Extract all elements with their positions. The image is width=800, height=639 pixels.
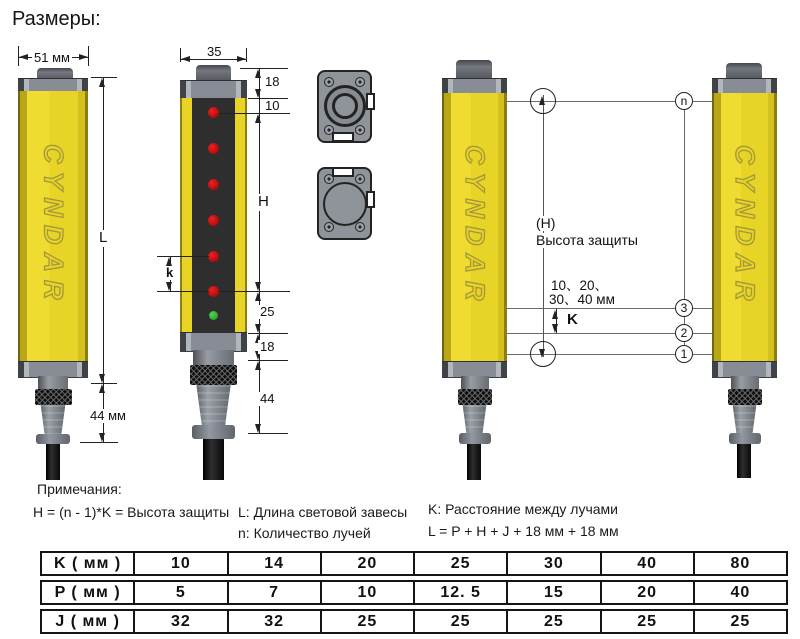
dim-line bbox=[80, 442, 118, 443]
tower4-top-connector bbox=[726, 63, 762, 79]
tower3-connector-body bbox=[461, 405, 488, 433]
page-title: Размеры: bbox=[12, 8, 101, 30]
tower4-housing bbox=[712, 93, 777, 361]
tower1-housing bbox=[18, 91, 88, 361]
dim-line bbox=[246, 48, 247, 62]
dim-arrow bbox=[552, 324, 558, 333]
dim-label-k: K bbox=[567, 311, 578, 328]
table-row-label: K ( мм ) bbox=[54, 554, 122, 572]
table-cell: 25 bbox=[506, 611, 599, 632]
table-cell: 40 bbox=[693, 582, 786, 603]
beam-number: n bbox=[680, 94, 688, 108]
dim-arrow bbox=[99, 374, 105, 383]
bracket-notch bbox=[366, 191, 375, 208]
dim-label-width: 35 bbox=[207, 44, 222, 59]
tower3-connector-flange bbox=[459, 433, 491, 444]
note-formula-l: L = P + H + J + 18 мм + 18 мм bbox=[428, 523, 619, 539]
bracket-notch bbox=[332, 167, 354, 177]
table-cell: 14 bbox=[227, 553, 320, 574]
dim-arrow bbox=[79, 54, 88, 60]
table-cell: 25 bbox=[320, 611, 413, 632]
brand-logo: CYNDAR bbox=[460, 145, 490, 309]
label-k-options-1: 10、20、 bbox=[551, 278, 609, 293]
tower2-top-connector bbox=[196, 65, 231, 81]
label-h-caption: Высота защиты bbox=[536, 232, 638, 248]
dim-arrow bbox=[237, 56, 246, 62]
table-cell: 7 bbox=[227, 582, 320, 603]
table-cell: 20 bbox=[320, 553, 413, 574]
tower3-top-connector bbox=[456, 60, 492, 79]
tower4-connector-flange bbox=[729, 433, 761, 444]
dim-arrow bbox=[552, 310, 558, 319]
tower2-top-cap bbox=[180, 80, 247, 100]
tower2-connector-neck bbox=[193, 350, 234, 365]
beam-number-circle bbox=[675, 299, 693, 317]
dim-label-beam-pitch: k bbox=[166, 265, 174, 280]
tower2-cable bbox=[203, 439, 224, 480]
beam-indicator-dot bbox=[208, 286, 219, 297]
dim-arrow bbox=[181, 56, 190, 62]
dim-arrow bbox=[19, 54, 28, 60]
label-k-options-2: 30、40 мм bbox=[549, 292, 615, 307]
table-cell: 25 bbox=[413, 553, 506, 574]
dim-arrow bbox=[255, 324, 261, 333]
table-cell: 5 bbox=[133, 582, 226, 603]
beam-indicator-dot bbox=[208, 107, 219, 118]
bracket-notch bbox=[366, 93, 375, 110]
mounting-bracket-bottom bbox=[317, 167, 372, 240]
dim-line bbox=[88, 46, 89, 66]
dim-line bbox=[157, 291, 209, 292]
dim-arrow bbox=[255, 424, 261, 433]
tower2-connector-knurl bbox=[190, 365, 237, 385]
dim-line bbox=[157, 256, 209, 257]
bracket-hole bbox=[323, 182, 367, 226]
table-cell: 20 bbox=[600, 582, 693, 603]
screw-hole bbox=[324, 222, 334, 232]
note-formula-h: H = (n - 1)*K = Высота защиты bbox=[33, 504, 230, 520]
table-cell: 40 bbox=[600, 553, 693, 574]
dim-arrow bbox=[99, 433, 105, 442]
dim-arrow bbox=[255, 89, 261, 98]
dim-label-cap-top: 18 bbox=[265, 74, 280, 89]
screw-hole bbox=[355, 77, 365, 87]
bracket-grommet bbox=[324, 85, 366, 127]
tower1-connector-body bbox=[39, 405, 67, 434]
dim-label-cap-bottom: 18 bbox=[260, 339, 275, 354]
dim-line bbox=[248, 433, 288, 434]
tower3-connector-knurl bbox=[458, 389, 492, 405]
dim-line bbox=[248, 360, 288, 361]
bracket-notch bbox=[332, 132, 354, 142]
screw-hole bbox=[355, 174, 365, 184]
status-indicator-dot bbox=[209, 311, 218, 320]
beam-number: 1 bbox=[680, 347, 688, 361]
note-l-definition: L: Длина световой завесы bbox=[238, 504, 408, 520]
dim-line bbox=[240, 68, 288, 69]
tower4-connector-body bbox=[731, 405, 758, 433]
tower1-connector-neck bbox=[38, 376, 68, 389]
table-cell: 15 bbox=[506, 582, 599, 603]
table-cell: 10 bbox=[320, 582, 413, 603]
note-n-definition: n: Количество лучей bbox=[238, 525, 371, 541]
dim-label-width: 51 мм bbox=[34, 50, 70, 65]
beam-endpoint-circle bbox=[530, 341, 556, 367]
table-row bbox=[40, 580, 788, 605]
beam-indicator-dot bbox=[208, 215, 219, 226]
dim-line bbox=[248, 333, 288, 334]
tower2-bottom-cap bbox=[180, 332, 247, 352]
tower1-connector-flange bbox=[36, 434, 70, 444]
tower1-cable bbox=[46, 444, 60, 480]
tower2-connector-body bbox=[194, 385, 233, 425]
screw-hole bbox=[324, 77, 334, 87]
beam-number-circle bbox=[675, 92, 693, 110]
note-k-definition: K: Расстояние между лучами bbox=[428, 501, 618, 517]
dim-label-bottom-offset: 25 bbox=[260, 304, 275, 319]
beam-endpoint-circle bbox=[530, 88, 556, 114]
table-cell: 32 bbox=[227, 611, 320, 632]
table-cell: 30 bbox=[506, 553, 599, 574]
tower4-connector-knurl bbox=[728, 389, 762, 405]
mounting-bracket-top bbox=[317, 70, 372, 143]
table-cell: 10 bbox=[133, 553, 226, 574]
beam-indicator-dot bbox=[208, 179, 219, 190]
beam-number: 2 bbox=[680, 326, 688, 340]
dim-label-length: L bbox=[99, 229, 108, 246]
tower4-connector-neck bbox=[731, 376, 759, 389]
table-cell: 12. 5 bbox=[413, 582, 506, 603]
dim-arrow bbox=[255, 361, 261, 370]
spacing-table bbox=[40, 551, 788, 638]
brand-logo: CYNDAR bbox=[38, 144, 69, 308]
table-cell: 80 bbox=[693, 553, 786, 574]
dim-arrow bbox=[255, 282, 261, 291]
tower2-connector-flange bbox=[192, 425, 235, 439]
screw-hole bbox=[355, 125, 365, 135]
tower4-cable bbox=[737, 444, 751, 478]
tower3-housing bbox=[442, 93, 507, 361]
notes-heading: Примечания: bbox=[37, 481, 122, 497]
brand-logo: CYNDAR bbox=[730, 145, 760, 309]
table-row bbox=[40, 609, 788, 634]
dim-arrow bbox=[255, 114, 261, 123]
dim-arrow bbox=[255, 69, 261, 78]
table-cell: 32 bbox=[133, 611, 226, 632]
beam-indicator-dot bbox=[208, 251, 219, 262]
table-cell: 25 bbox=[600, 611, 693, 632]
table-cell: 25 bbox=[693, 611, 786, 632]
dim-arrow bbox=[255, 292, 261, 301]
tower1-connector-knurl bbox=[35, 389, 72, 405]
dim-arrow bbox=[166, 282, 172, 291]
beam-number-circle bbox=[675, 324, 693, 342]
tower3-cable bbox=[467, 444, 481, 480]
beam-number-circle bbox=[675, 345, 693, 363]
bracket-grommet-hole bbox=[332, 93, 358, 119]
dim-label-connector: 44 мм bbox=[90, 408, 126, 423]
beam-indicator-dot bbox=[208, 143, 219, 154]
dim-label-connector: 44 bbox=[260, 391, 275, 406]
table-row-label: P ( мм ) bbox=[54, 583, 121, 601]
dim-label-protect-height: H bbox=[258, 193, 269, 210]
dim-label-first-beam: 10 bbox=[265, 98, 280, 113]
beam-number: 3 bbox=[680, 301, 688, 315]
table-row bbox=[40, 551, 788, 576]
tower3-connector-neck bbox=[461, 376, 489, 389]
dim-arrow bbox=[99, 78, 105, 87]
dim-arrow bbox=[99, 384, 105, 393]
screw-hole bbox=[355, 222, 365, 232]
table-cell: 25 bbox=[413, 611, 506, 632]
label-h-short: (H) bbox=[536, 215, 556, 231]
table-row-label: J ( мм ) bbox=[55, 612, 120, 630]
